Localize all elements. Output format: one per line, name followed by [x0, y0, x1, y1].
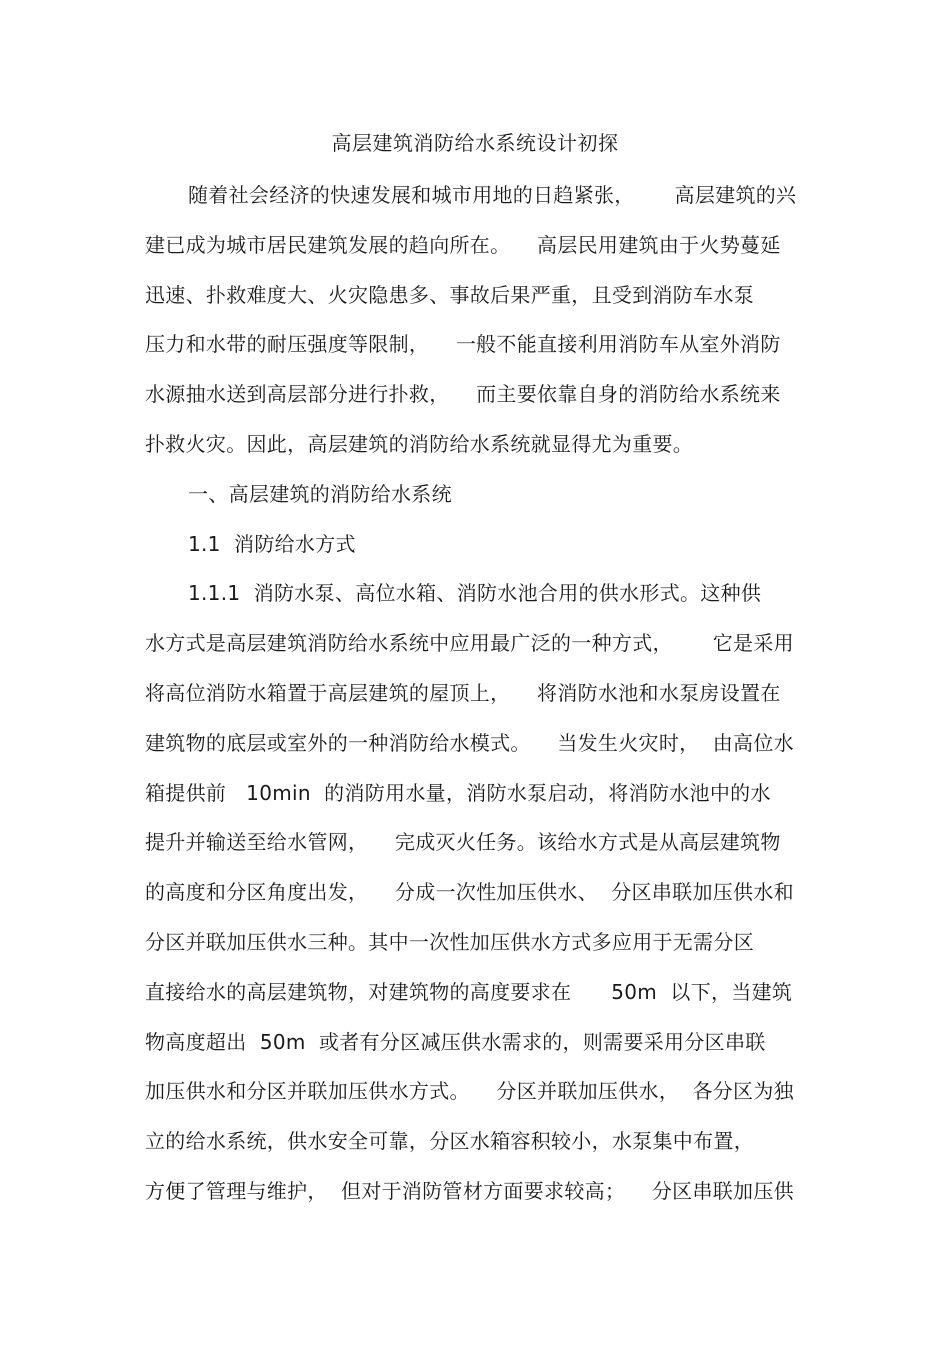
paragraph-line: 加压供水和分区并联加压供水方式。 分区并联加压供水， 各分区为独 — [145, 1079, 794, 1103]
paragraph-line: 立的给水系统，供水安全可靠，分区水箱容积较小，水泵集中布置， — [145, 1129, 754, 1153]
paragraph-line: 建筑物的底层或室外的一种消防给水模式。 当发生火灾时， 由高位水 — [145, 731, 794, 755]
paragraph-line: 将高位消防水箱置于高层建筑的屋顶上， 将消防水池和水泵房设置在 — [145, 681, 781, 705]
paragraph-line: 的高度和分区角度出发， 分成一次性加压供水、 分区串联加压供水和 — [145, 880, 794, 904]
paragraph-line: 物高度超出 50m 或者有分区减压供水需求的，则需要采用分区串联 — [145, 1030, 766, 1054]
paragraph-line: 箱提供前 10min 的消防用水量，消防水泵启动，将消防水池中的水 — [145, 781, 771, 805]
paragraph-line: 提升并输送至给水管网， 完成灭火任务。该给水方式是从高层建筑物 — [145, 830, 781, 854]
paragraph-line: 1.1.1 消防水泵、高位水箱、消防水池合用的供水形式。这种供 — [188, 581, 762, 605]
paragraph-line: 迅速、扑救难度大、火灾隐患多、事故后果严重，且受到消防车水泵 — [145, 283, 754, 307]
section-heading: 一、高层建筑的消防给水系统 — [188, 482, 452, 506]
paragraph-line: 建已成为城市居民建筑发展的趋向所在。 高层民用建筑由于火势蔓延 — [145, 233, 781, 257]
subsection-heading: 1.1 消防给水方式 — [188, 532, 356, 556]
paragraph-line: 分区并联加压供水三种。其中一次性加压供水方式多应用于无需分区 — [145, 930, 754, 954]
paragraph-line: 扑救火灾。因此，高层建筑的消防给水系统就显得尤为重要。 — [145, 432, 694, 456]
paragraph-line: 直接给水的高层建筑物，对建筑物的高度要求在 50m 以下，当建筑 — [145, 980, 793, 1004]
paragraph-line: 方便了管理与维护， 但对于消防管材方面要求较高； 分区串联加压供 — [145, 1179, 794, 1203]
document-title: 高层建筑消防给水系统设计初探 — [331, 131, 619, 155]
paragraph-line: 随着社会经济的快速发展和城市用地的日趋紧张， 高层建筑的兴 — [188, 183, 797, 207]
paragraph-line: 水源抽水送到高层部分进行扑救， 而主要依靠自身的消防给水系统来 — [145, 382, 781, 406]
paragraph-line: 水方式是高层建筑消防给水系统中应用最广泛的一种方式， 它是采用 — [145, 631, 794, 655]
paragraph-line: 压力和水带的耐压强度等限制， 一般不能直接利用消防车从室外消防 — [145, 332, 781, 356]
